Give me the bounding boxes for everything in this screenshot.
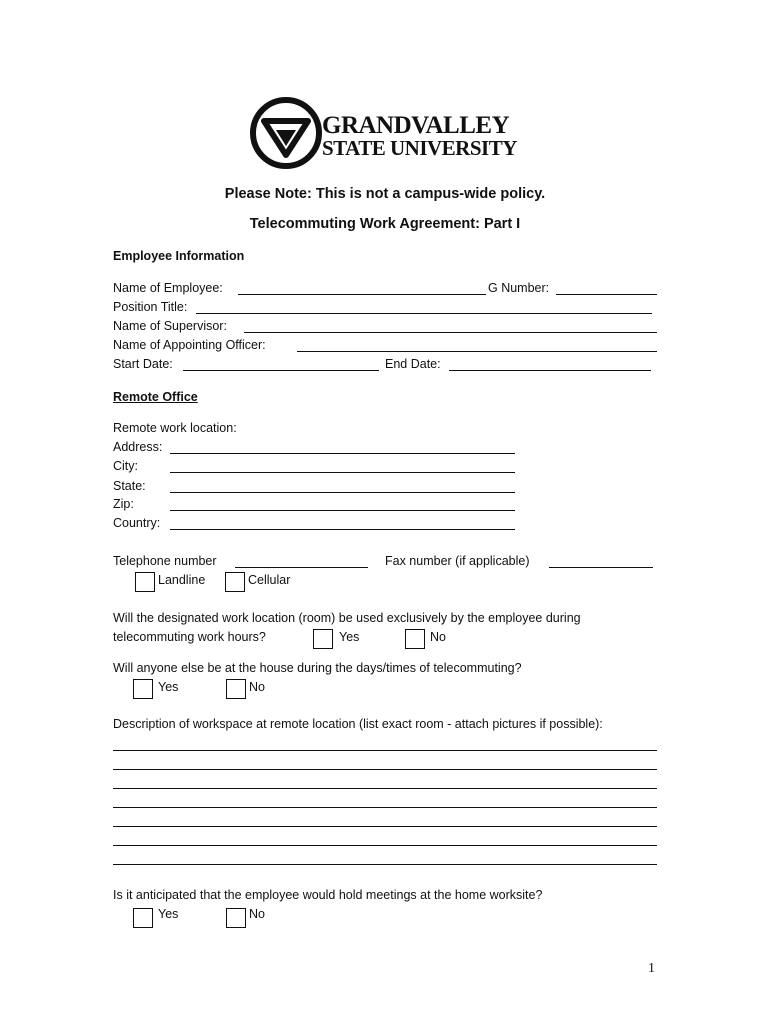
gv-seal-icon [250,97,322,169]
others-present-no-checkbox[interactable] [226,679,246,699]
description-line[interactable] [113,788,657,789]
cellular-checkbox[interactable] [225,572,245,592]
description-line[interactable] [113,864,657,865]
state-field[interactable] [170,492,515,493]
workspace-description-question: Description of workspace at remote location (list exact room - attach pictures if possible): [113,717,603,731]
gnumber-label: G Number: [488,281,550,295]
end-date-label: End Date: [385,357,441,371]
cellular-label: Cellular [248,573,291,587]
home-meetings-question: Is it anticipated that the employee would hold meetings at the home worksite? [113,888,543,902]
supervisor-field[interactable] [244,332,657,333]
zip-field[interactable] [170,510,515,511]
home-meetings-yes-checkbox[interactable] [133,908,153,928]
fax-field[interactable] [549,567,653,568]
others-present-no-label: No [249,680,265,694]
exclusive-use-question: Will the designated work location (room) be used exclusively by the employee during [113,611,581,625]
employee-name-label: Name of Employee: [113,281,223,295]
others-present-yes-checkbox[interactable] [133,679,153,699]
end-date-field[interactable] [449,370,651,371]
exclusive-use-no-checkbox[interactable] [405,629,425,649]
landline-label: Landline [158,573,206,587]
others-present-yes-label: Yes [158,680,179,694]
start-date-field[interactable] [183,370,379,371]
address-field[interactable] [170,453,515,454]
telephone-field[interactable] [235,567,368,568]
start-date-label: Start Date: [113,357,173,371]
page-title: Telecommuting Work Agreement: Part I [249,216,521,232]
city-field[interactable] [170,472,515,473]
employee-info-heading: Employee Information [113,249,245,263]
city-label: City: [113,459,138,473]
exclusive-use-yes-label: Yes [339,630,360,644]
home-meetings-no-label: No [249,907,265,921]
exclusive-use-no-label: No [430,630,446,644]
policy-notice: Please Note: This is not a campus-wide policy. [224,186,546,202]
exclusive-use-yes-checkbox[interactable] [313,629,333,649]
description-line[interactable] [113,750,657,751]
fax-label: Fax number (if applicable) [385,554,530,568]
position-title-label: Position Title: [113,300,188,314]
supervisor-label: Name of Supervisor: [113,319,227,333]
logo-line1: GRANDVALLEY [322,112,510,139]
employee-name-field[interactable] [238,294,486,295]
page-number: 1 [648,961,655,976]
logo-line2: STATE UNIVERSITY [322,136,517,160]
description-line[interactable] [113,826,657,827]
remote-location-label: Remote work location: [113,421,237,435]
zip-label: Zip: [113,497,134,511]
gnumber-field[interactable] [556,294,657,295]
country-field[interactable] [170,529,515,530]
state-label: State: [113,479,146,493]
description-line[interactable] [113,769,657,770]
remote-office-heading: Remote Office [113,390,198,404]
exclusive-use-question-cont: telecommuting work hours? [113,630,266,644]
appointing-officer-label: Name of Appointing Officer: [113,338,266,352]
telephone-label: Telephone number [113,554,217,568]
landline-checkbox[interactable] [135,572,155,592]
address-label: Address: [113,440,163,454]
others-present-question: Will anyone else be at the house during the days/times of telecommuting? [113,661,522,675]
home-meetings-no-checkbox[interactable] [226,908,246,928]
home-meetings-yes-label: Yes [158,907,179,921]
appointing-officer-field[interactable] [297,351,657,352]
position-title-field[interactable] [196,313,652,314]
country-label: Country: [113,516,161,530]
description-line[interactable] [113,807,657,808]
description-line[interactable] [113,845,657,846]
